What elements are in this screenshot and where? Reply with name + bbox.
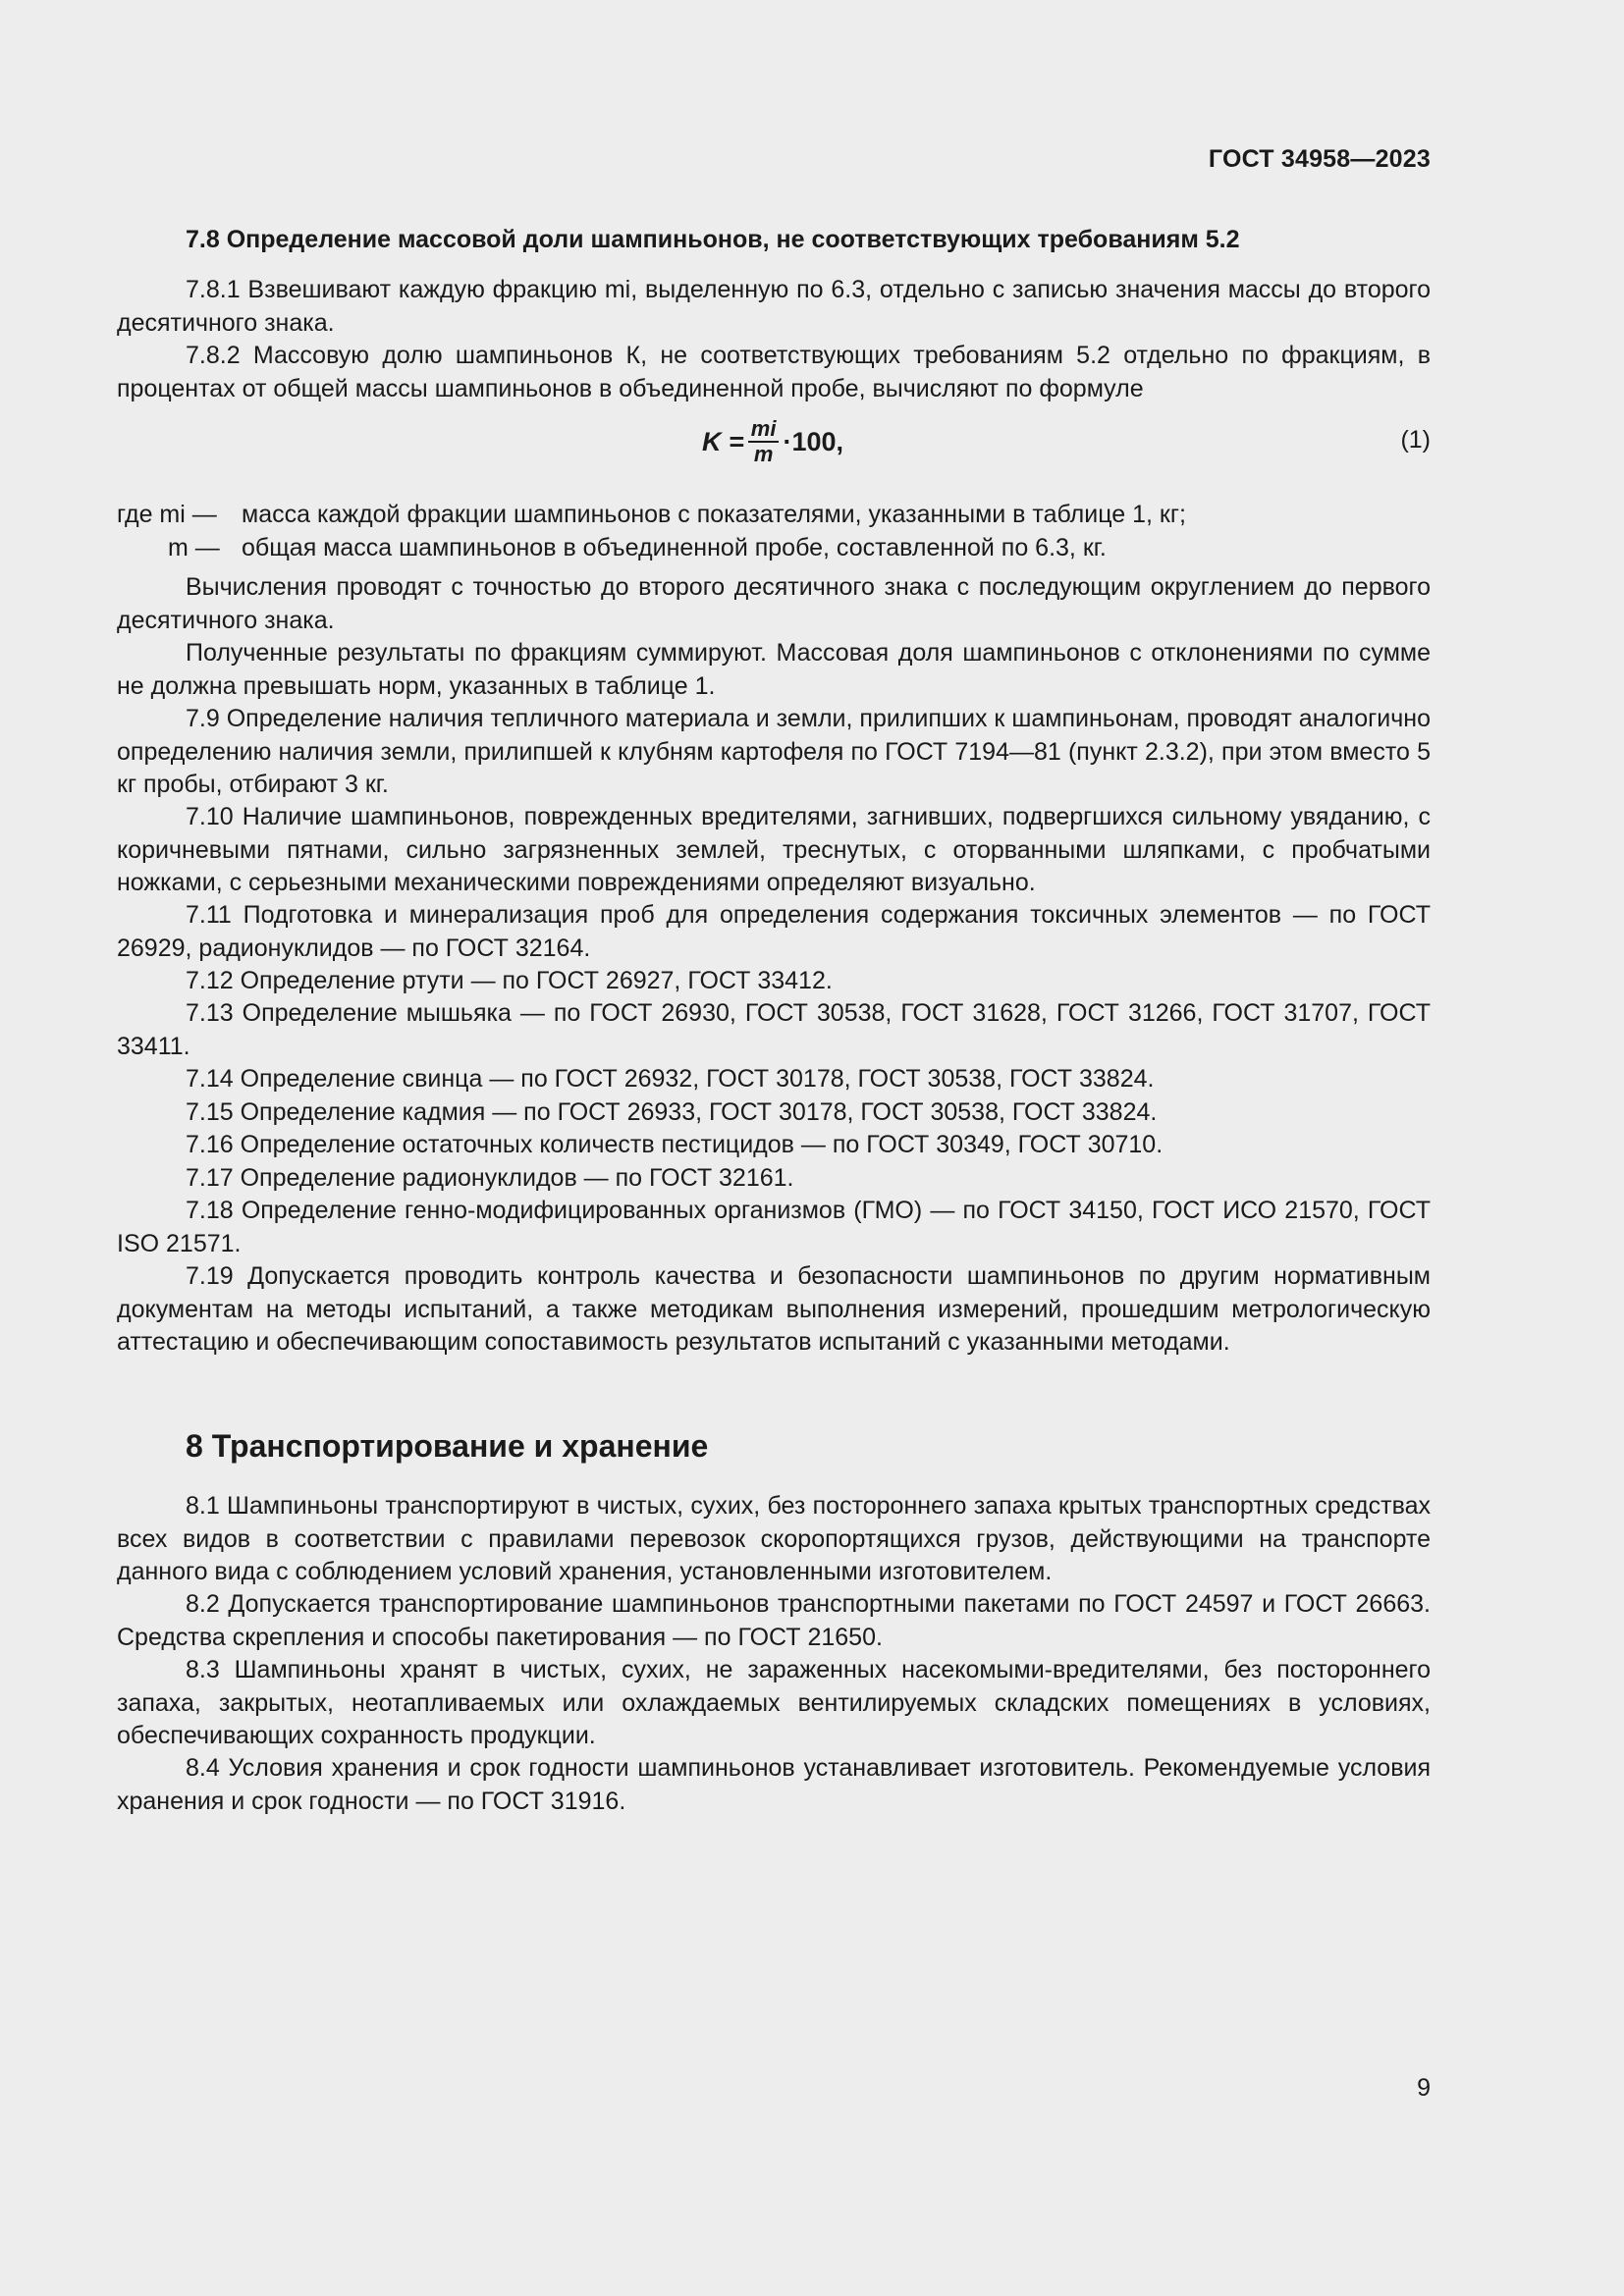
definition-symbol-mi: где mi — xyxy=(117,501,217,528)
paragraph-7-13: 7.13 Определение мышьяка — по ГОСТ 26930, ГОСТ 30538, ГОСТ 31628, ГОСТ 31266, ГОСТ 31707, ГОСТ 33411. xyxy=(117,999,1431,1060)
paragraph-8-2: 8.2 Допускается транспортирование шампиньонов транспортными пакетами по ГОСТ 24597 и ГОСТ 26663. Средства скрепления и способы пакетирования — по ГОСТ 21650. xyxy=(117,1590,1431,1651)
paragraph-calc-precision: Вычисления проводят с точностью до второго десятичного знака с последующим округлением до первого десятичного знака. xyxy=(117,573,1431,634)
paragraph-8-4: 8.4 Условия хранения и срок годности шампиньонов устанавливает изготовитель. Рекомендуемые условия хранения и срок годности — по ГОСТ 31916. xyxy=(117,1754,1431,1815)
section-title-8: 8 Транспортирование и хранение xyxy=(186,1428,709,1464)
formula-lhs: K = xyxy=(702,426,744,456)
definition-text-mi: масса каждой фракции шампиньонов с показателями, указанными в таблице 1, кг; xyxy=(242,501,1186,528)
paragraph-7-12: 7.12 Определение ртути — по ГОСТ 26927, ГОСТ 33412. xyxy=(186,967,833,994)
definition-text-m: общая масса шампиньонов в объединенной пробе, составленной по 6.3, кг. xyxy=(242,534,1107,561)
paragraph-7-8-2: 7.8.2 Массовую долю шампиньонов К, не соответствующих требованиям 5.2 отдельно по фракциям, в процентах от общей массы шампиньонов в объединенной пробе, вычисляют по формуле xyxy=(117,342,1431,402)
paragraph-7-8-1: 7.8.1 Взвешивают каждую фракцию mi, выделенную по 6.3, отдельно с записью значения массы до второго десятичного знака. xyxy=(117,276,1431,337)
paragraph-7-15: 7.15 Определение кадмия — по ГОСТ 26933, ГОСТ 30178, ГОСТ 30538, ГОСТ 33824. xyxy=(186,1098,1158,1126)
paragraph-sum-results: Полученные результаты по фракциям суммируют. Массовая доля шампиньонов с отклонениями по сумме не должна превышать норм, указанных в таблице 1. xyxy=(117,639,1431,700)
paragraph-8-3: 8.3 Шампиньоны хранят в чистых, сухих, не зараженных насекомыми-вредителями, без постороннего запаха, закрытых, неотапливаемых или охлаждаемых вентилируемых складских помещениях в условиях, обеспечивающих сохранность продукции. xyxy=(117,1656,1431,1749)
paragraph-8-1: 8.1 Шампиньоны транспортируют в чистых, сухих, без постороннего запаха крытых транспортных средствах всех видов в соответствии с правилами перевозок скоропортящихся грузов, действующими на транспорте данного вида с соблюдением условий хранения, установленными изготовителем. xyxy=(117,1492,1431,1585)
paragraph-7-9: 7.9 Определение наличия тепличного материала и земли, прилипших к шампиньонам, проводят аналогично определению наличия земли, прилипшей к клубням картофеля по ГОСТ 7194—81 (пункт 2.3.2), при этом вместо 5 кг пробы, отбирают 3 кг. xyxy=(117,705,1431,798)
formula-fraction xyxy=(748,417,780,466)
formula xyxy=(702,417,843,466)
doc-header: ГОСТ 34958—2023 xyxy=(1208,145,1431,173)
subsection-title-7-8: 7.8 Определение массовой доли шампиньонов, не соответствующих требованиям 5.2 xyxy=(186,226,1240,253)
formula-rhs: ·100, xyxy=(783,426,844,456)
paragraph-7-11: 7.11 Подготовка и минерализация проб для определения содержания токсичных элементов — по ГОСТ 26929, радионуклидов — по ГОСТ 32164. xyxy=(117,901,1431,962)
paragraph-7-14: 7.14 Определение свинца — по ГОСТ 26932, ГОСТ 30178, ГОСТ 30538, ГОСТ 33824. xyxy=(186,1065,1155,1093)
paragraph-7-18: 7.18 Определение генно-модифицированных организмов (ГМО) — по ГОСТ 34150, ГОСТ ИСО 21570, ГОСТ ISO 21571. xyxy=(117,1197,1431,1257)
page-number: 9 xyxy=(1417,2074,1431,2102)
paragraph-7-10: 7.10 Наличие шампиньонов, поврежденных вредителями, загнивших, подвергшихся сильному увяданию, с коричневыми пятнами, сильно загрязненных землей, треснутых, с оторванными шляпками, с пробчатыми ножками, с серьезными механическими повреждениями определяют визуально. xyxy=(117,803,1431,896)
paragraph-7-19: 7.19 Допускается проводить контроль качества и безопасности шампиньонов по другим нормативным документам на методы испытаний, а также методикам выполнения измерений, прошедшим метрологическую аттестацию и обеспечивающим сопоставимость результатов испытаний с указанными методами. xyxy=(117,1262,1431,1356)
formula-denominator: m xyxy=(753,442,774,466)
paragraph-7-17: 7.17 Определение радионуклидов — по ГОСТ 32161. xyxy=(186,1164,794,1192)
formula-numerator: mi xyxy=(748,417,780,443)
definition-symbol-m: m — xyxy=(168,534,220,561)
formula-number: (1) xyxy=(1400,426,1431,454)
paragraph-7-16: 7.16 Определение остаточных количеств пестицидов — по ГОСТ 30349, ГОСТ 30710. xyxy=(186,1131,1164,1158)
